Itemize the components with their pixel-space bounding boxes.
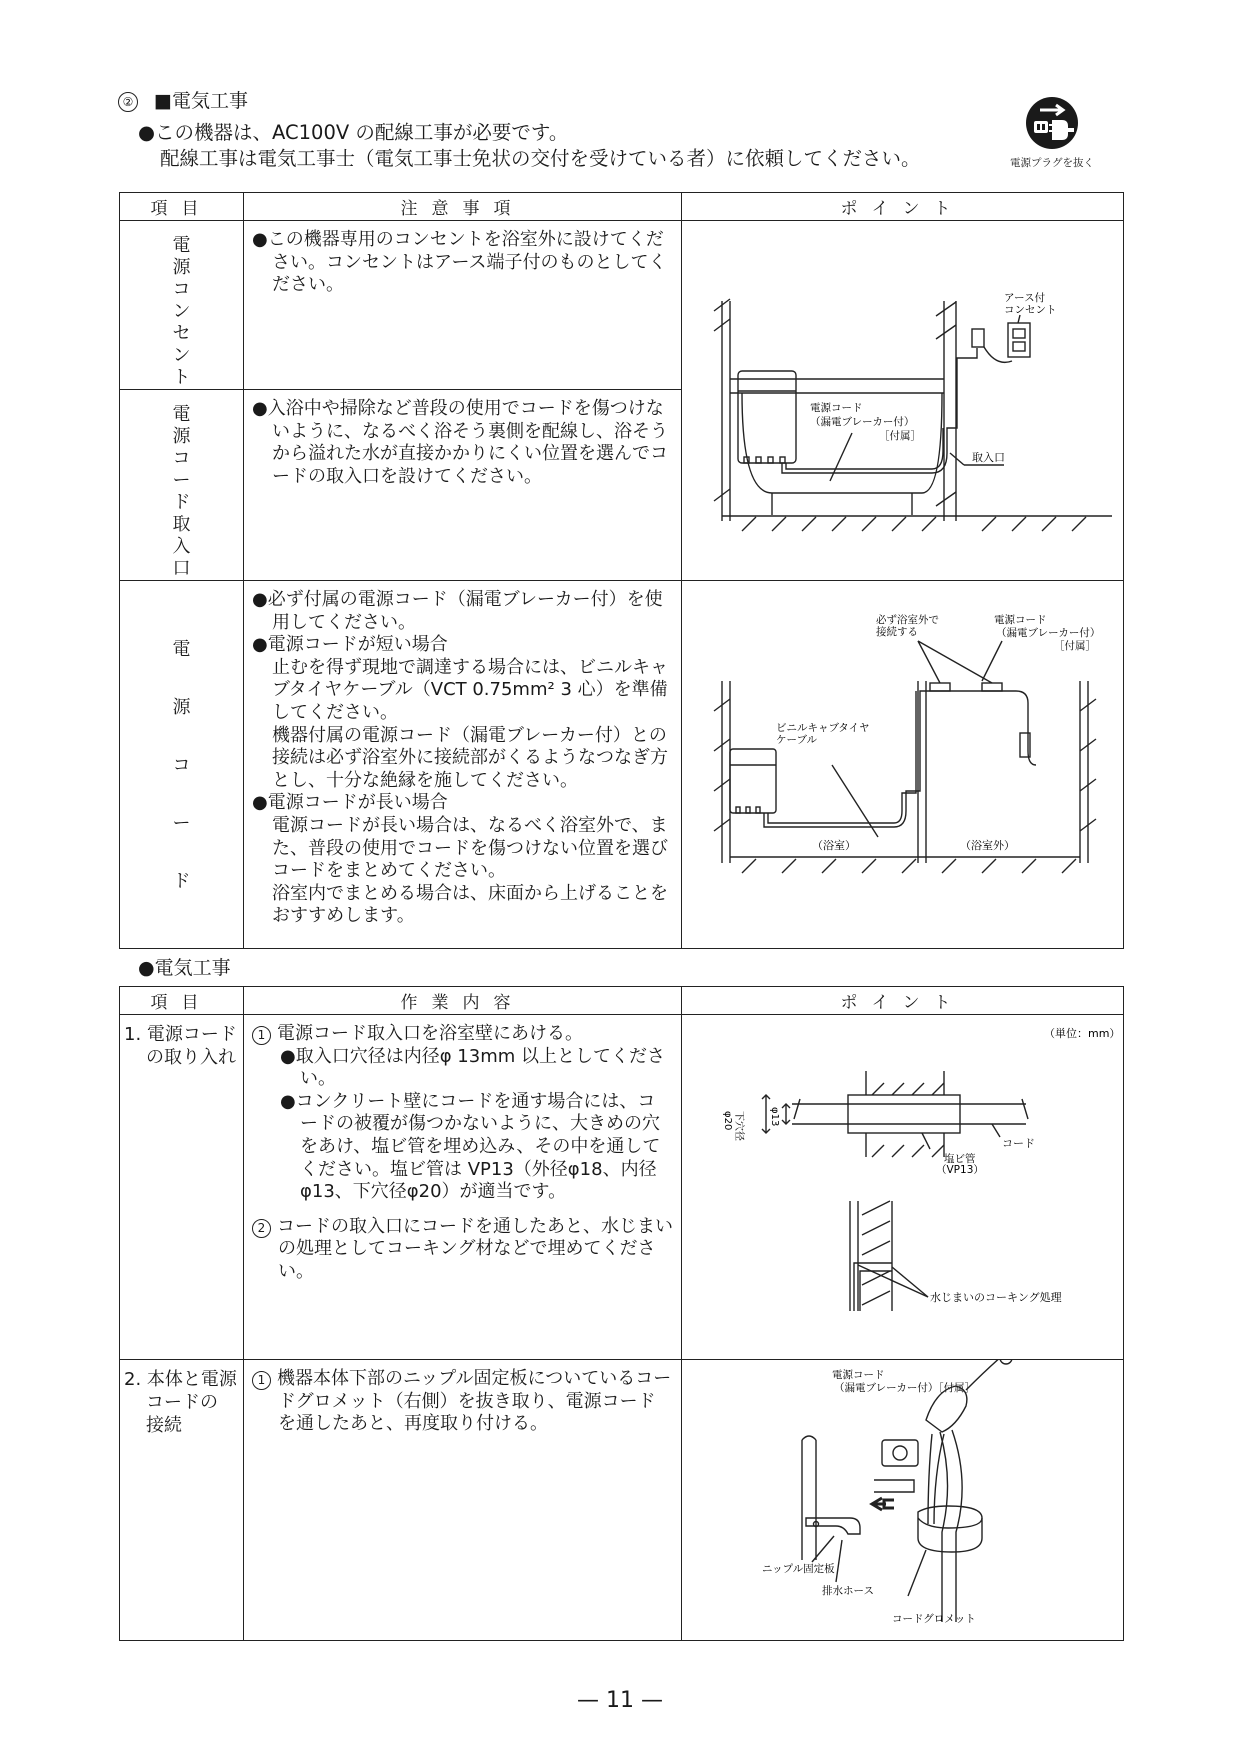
section2-title: ●電気工事 <box>138 957 231 979</box>
item-line: 2. 本体と電源 <box>124 1369 237 1390</box>
item-char: 電 <box>172 404 191 425</box>
item-line: 1. 電源コード <box>124 1024 237 1045</box>
label-bath: （浴室） <box>812 839 856 852</box>
unplug-icon <box>1022 96 1082 152</box>
step-number-2: 2 <box>252 1219 271 1238</box>
item-cord-connect <box>120 1360 244 1641</box>
label-cord2: 電源コード <box>994 614 1047 626</box>
item-char: ン <box>172 301 191 322</box>
note-text: ●電源コードが長い場合 <box>252 792 448 814</box>
item-power-cord <box>120 581 244 949</box>
label-cord: 電源コード <box>810 402 863 414</box>
diagram-grommet-cell <box>682 1360 1124 1641</box>
label-caulk: 水じまいのコーキング処理 <box>930 1291 1062 1304</box>
label-vct: ビニルキャブタイヤケーブル <box>776 722 870 746</box>
label-inlet: 取入口 <box>972 451 1005 464</box>
note-text: ●必ず付属の電源コード（漏電ブレーカー付）を使用してください。 <box>252 589 663 633</box>
item-char: 電 <box>172 639 191 660</box>
page-number: — 11 — <box>577 1688 663 1713</box>
item-char: 電 <box>172 235 191 256</box>
section-title: ■電気工事 <box>154 90 248 112</box>
step-number-1: 1 <box>252 1371 271 1390</box>
label-outside-room: （浴室外） <box>960 839 1015 852</box>
header2-item: 項目 <box>120 987 244 1015</box>
item-cord-intake <box>120 1015 244 1360</box>
section-number: ② <box>118 92 138 112</box>
intro-line-1: ●この機器は、AC100V の配線工事が必要です。 <box>138 121 569 144</box>
note-text: ●この機器専用のコンセントを浴室外に設けてください。コンセントはアース端子付のものとしてください。 <box>252 229 667 296</box>
note-text: 機器付属の電源コード（漏電ブレーカー付）との接続は必ず浴室外に接続部がくるようなつなぎ方とし、十分な絶縁を施してください。 <box>272 724 668 791</box>
label-cord-sub: （漏電ブレーカー付） <box>810 416 915 428</box>
intro-text <box>138 120 921 172</box>
header-caution: 注意事項 <box>244 193 682 221</box>
label-outside: 必ず浴室外で接続する <box>876 614 939 638</box>
item-outlet <box>120 221 244 390</box>
item-char: ン <box>172 345 191 366</box>
item-line: コードの <box>146 1392 218 1413</box>
label-hole: 下穴径φ20 <box>722 1111 744 1141</box>
item-line: 接続 <box>146 1415 182 1436</box>
step-text: 電源コード取入口を浴室壁にあける。 <box>277 1023 583 1044</box>
item-line: の取り入れ <box>146 1047 236 1068</box>
work-table <box>119 986 1124 1641</box>
unplug-notice <box>1003 96 1101 170</box>
label-pipe-sub: （VP13） <box>936 1164 984 1176</box>
unplug-label: 電源プラグを抜く <box>1010 157 1094 169</box>
note-cord-inlet <box>244 390 682 581</box>
note-text: 止むを得ず現地で調達する場合には、ビニルキャブタイヤケーブル（VCT 0.75mm² 3 心）を準備してください。 <box>272 656 668 723</box>
item-char: ト <box>172 367 191 388</box>
item-char: ー <box>172 813 191 834</box>
step-number-1: 1 <box>252 1026 271 1045</box>
note-text: 浴室内でまとめる場合は、床面から上げることをおすすめします。 <box>272 882 668 927</box>
item-char: コ <box>172 279 191 300</box>
item-char: 入 <box>172 536 191 557</box>
label-cord3: コード <box>1002 1137 1035 1150</box>
note-outlet <box>244 221 682 390</box>
item-char: ー <box>172 470 191 491</box>
label-hose: 排水ホース <box>822 1585 874 1597</box>
item-char: 源 <box>172 257 191 278</box>
grommet-diagram <box>682 1360 1122 1636</box>
label-pipe: 塩ビ管 <box>944 1153 976 1165</box>
item-char: セ <box>172 323 191 344</box>
caution-table <box>119 192 1124 949</box>
work-cord-intake <box>244 1015 682 1360</box>
item-char: コ <box>172 755 191 776</box>
item-char: 源 <box>172 697 191 718</box>
item-cord-inlet <box>120 390 244 581</box>
header2-work: 作業内容 <box>244 987 682 1015</box>
bullet-text: ●コンクリート壁にコードを通す場合には、コードの被覆が傷つかないように、大きめの穴をあけ、塩ビ管を埋め込み、その中を通してください。塩ビ管は VP13（外径φ18、内径φ13、下穴径φ20）が適当です。 <box>280 1090 661 1203</box>
label-unit: （単位：mm） <box>1044 1027 1121 1040</box>
item-char: 源 <box>172 426 191 447</box>
label-outlet: アース付コンセント <box>1004 292 1057 316</box>
diagram-outside-connection-cell <box>682 581 1124 949</box>
note-text: 電源コードが長い場合は、なるべく浴室外で、また、普段の使用でコードを傷つけない位置を選びコードをまとめてください。 <box>272 814 668 882</box>
note-text: ●電源コードが短い場合 <box>252 634 448 656</box>
header-point: ポイント <box>682 193 1124 221</box>
label-inner: φ13 <box>769 1107 780 1127</box>
bathtub-wiring-diagram <box>682 221 1122 561</box>
label-cord4-sub: （漏電ブレーカー付）［付属］ <box>834 1382 976 1394</box>
item-char: ド <box>172 871 191 892</box>
work-cord-connect <box>244 1360 682 1641</box>
item-char: 口 <box>172 558 191 579</box>
label-cord2-sub: （漏電ブレーカー付） <box>996 627 1101 639</box>
label-grommet: コードグロメット <box>892 1613 976 1625</box>
item-char: 取 <box>172 514 191 535</box>
diagram-bathtub-cell <box>682 221 1124 581</box>
diagram-pipe-cell <box>682 1015 1124 1360</box>
label-cord2-sub2: ［付属］ <box>1054 640 1096 652</box>
bullet-text: ●取入口穴径は内径φ 13mm 以上としてください。 <box>280 1045 665 1090</box>
note-power-cord <box>244 581 682 949</box>
step-text: コードの取入口にコードを通したあと、水じまいの処理としてコーキング材などで埋めてください。 <box>277 1215 673 1282</box>
label-cord-sub2: ［付属］ <box>879 430 921 442</box>
step-text: 機器本体下部のニップル固定板についているコードグロメット（右側）を抜き取り、電源コードを通したあと、再度取り付ける。 <box>277 1368 672 1435</box>
section-heading <box>118 86 248 113</box>
intro-line-2: 配線工事は電気工事士（電気工事士免状の交付を受けている者）に依頼してください。 <box>160 147 921 170</box>
pipe-diagram <box>682 1015 1122 1355</box>
header2-point: ポイント <box>682 987 1124 1015</box>
item-char: ド <box>172 492 191 513</box>
header-item: 項目 <box>120 193 244 221</box>
outside-connection-diagram <box>682 581 1122 941</box>
label-cord4: 電源コード <box>832 1369 885 1381</box>
item-char: コ <box>172 448 191 469</box>
note-text: ●入浴中や掃除など普段の使用でコードを傷つけないように、なるべく浴そう裏側を配線し、浴そうから溢れた水が直接かかりにくい位置を選んでコードの取入口を設けてください。 <box>252 398 668 487</box>
label-nipple: ニップル固定板 <box>762 1563 835 1575</box>
